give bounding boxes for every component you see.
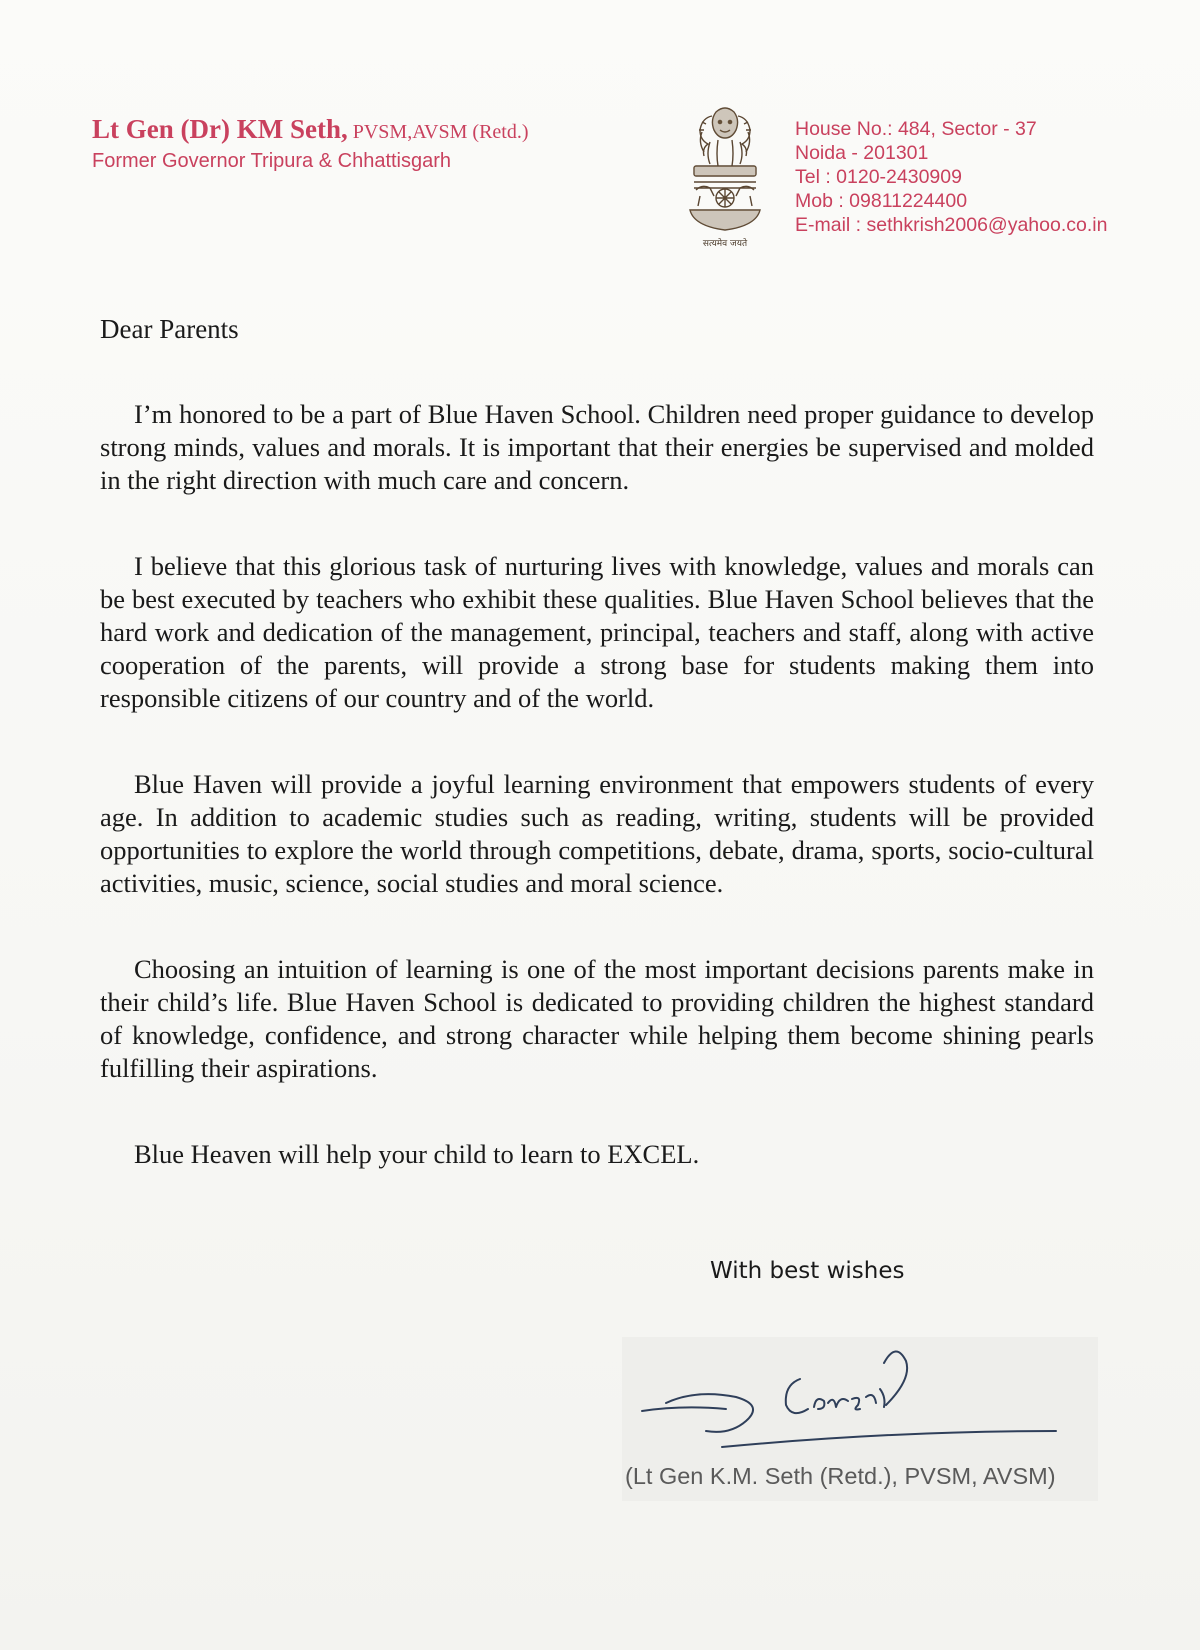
email: E-mail : sethkrish2006@yahoo.co.in — [795, 214, 1108, 236]
mobile: Mob : 09811224400 — [795, 190, 968, 212]
paragraph-2: I believe that this glorious task of nurturing lives with knowledge, values and morals can be best executed by teachers who exhibit these qualities. Blue Haven School believes that the hard work and dedication of the management, principal, teachers and staff, along with active cooperation of the parents, will provide a strong base for students making them into responsible citizens of our country and of the world. — [100, 551, 1094, 713]
sender-name: Lt Gen (Dr) KM Seth, — [92, 114, 348, 144]
paragraph-1: I’m honored to be a part of Blue Haven School. Children need proper guidance to develop strong minds, values and morals. It is important that their energies be supervised and molded in the right direction with much care and concern. — [100, 399, 1094, 495]
address-line-2: Noida - 201301 — [795, 142, 929, 164]
paragraph-3: Blue Haven will provide a joyful learning environment that empowers students of every age. In addition to academic studies such as reading, writing, students will be provided opportunities to explore the world through competitions, debate, drama, sports, socio-cultural activities, music, science, social studies and moral science. — [100, 769, 1094, 898]
sender-title: Former Governor Tripura & Chhattisgarh — [92, 150, 452, 172]
national-emblem-icon — [684, 102, 766, 250]
salutation: Dear Parents — [100, 314, 239, 344]
sender-honors: PVSM,AVSM (Retd.) — [347, 121, 529, 143]
closing: With best wishes — [710, 1258, 905, 1284]
letter-body — [100, 398, 1094, 1224]
letterhead-sender — [92, 113, 652, 174]
emblem-motto: सत्यमेव जयते — [702, 239, 748, 249]
letterhead-contact — [795, 117, 1107, 237]
telephone: Tel : 0120-2430909 — [795, 166, 962, 188]
signatory-name: (Lt Gen K.M. Seth (Retd.), PVSM, AVSM) — [625, 1463, 1056, 1489]
address-line-1: House No.: 484, Sector - 37 — [795, 118, 1037, 140]
sender-name-line — [92, 113, 652, 148]
paragraph-4: Choosing an intuition of learning is one of the most important decisions parents make in their child’s life. Blue Haven School is dedicated to providing children the highest standard of knowledge, confidence, and strong character while helping them become shining pearls fulfilling their aspirations. — [100, 954, 1094, 1083]
paragraph-5: Blue Heaven will help your child to learn to EXCEL. — [134, 1139, 700, 1169]
